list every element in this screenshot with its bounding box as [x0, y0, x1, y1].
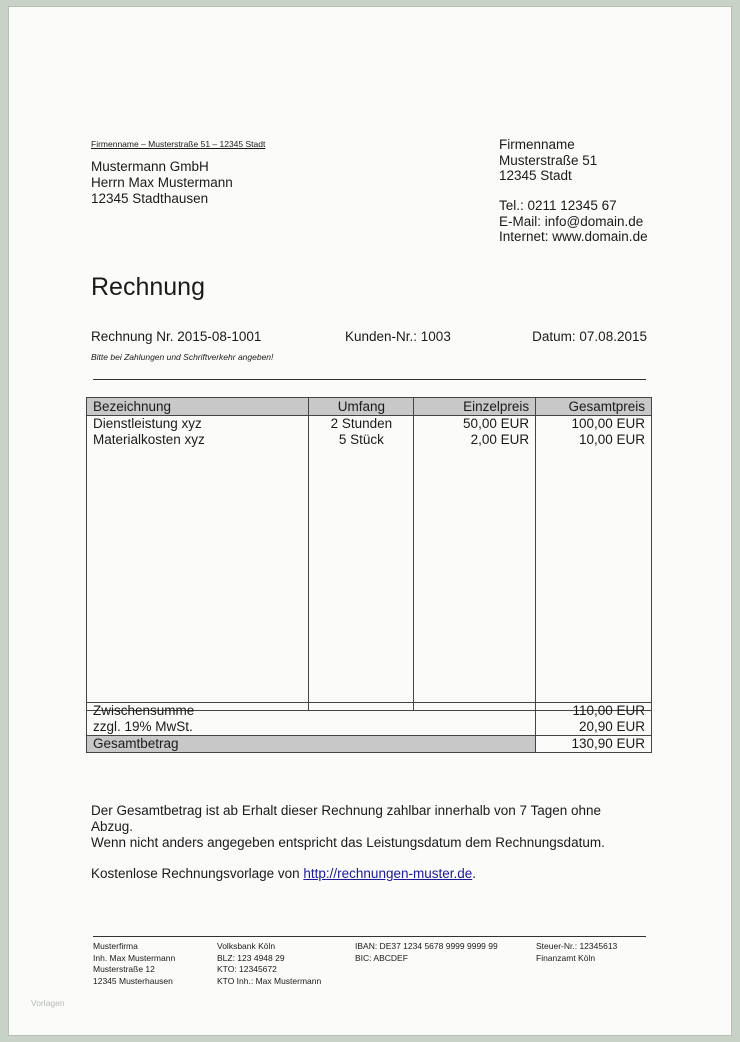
- header-unit-price: Einzelpreis: [414, 398, 536, 416]
- customer-number: Kunden-Nr.: 1003: [345, 329, 451, 344]
- terms-line: Der Gesamtbetrag ist ab Erhalt dieser Rechnung zahlbar innerhalb von 7 Tagen ohne: [91, 803, 602, 818]
- recipient-line: Herrn Max Mustermann: [91, 175, 233, 190]
- header-quantity: Umfang: [309, 398, 414, 416]
- cell-total-price: 10,00 EUR: [536, 432, 652, 448]
- credit-link[interactable]: http://rechnungen-muster.de: [303, 866, 473, 881]
- footer-line: Musterfirma: [93, 941, 138, 951]
- invoice-date: Datum: 07.08.2015: [532, 329, 647, 344]
- terms-line: Abzug.: [91, 819, 134, 834]
- footer-line: Finanzamt Köln: [536, 952, 596, 963]
- contact-phone: Tel.: 0211 12345 67: [499, 198, 617, 213]
- cell-description: Dienstleistung xyz: [87, 416, 309, 433]
- contact-email: E-Mail: info@domain.de: [499, 213, 644, 229]
- company-line: Firmenname: [499, 137, 575, 152]
- footer-line: 12345 Musterhausen: [93, 975, 173, 986]
- cell-unit-price: 50,00 EUR: [414, 416, 536, 433]
- contact-website: Internet: www.domain.de: [499, 229, 648, 244]
- footer-line: BIC: ABCDEF: [355, 952, 408, 963]
- reference-note: Bitte bei Zahlungen und Schriftverkehr angeben!: [91, 352, 274, 362]
- totals-table: [86, 702, 652, 753]
- cell-total-price: 100,00 EUR: [536, 416, 652, 433]
- footer-line: KTO: 12345672: [217, 964, 277, 974]
- table-header-row: [87, 398, 652, 416]
- footer-line: IBAN: DE37 1234 5678 9999 9999 99: [355, 941, 498, 951]
- footer-iban: [355, 941, 498, 964]
- footer-line: Steuer-Nr.: 12345613: [536, 941, 618, 951]
- grand-total-row: [87, 736, 652, 753]
- header-description: Bezeichnung: [87, 398, 309, 416]
- footer-company: [93, 941, 175, 987]
- grand-total-label: Gesamtbetrag: [87, 736, 536, 753]
- line-items-table: [86, 397, 652, 711]
- invoice-number: Rechnung Nr. 2015-08-1001: [91, 329, 262, 344]
- footer-line: BLZ: 123 4948 29: [217, 952, 285, 963]
- page-title: Rechnung: [91, 273, 205, 301]
- recipient-line: 12345 Stadthausen: [91, 191, 209, 206]
- cell-quantity: 5 Stück: [309, 432, 414, 448]
- footer-bank: [217, 941, 321, 987]
- terms-line: Wenn nicht anders angegeben entspricht das Leistungsdatum dem Rechnungsdatum.: [91, 835, 605, 850]
- company-line: Musterstraße 51: [499, 152, 598, 168]
- table-empty-space: [87, 448, 652, 710]
- vat-row: [87, 719, 652, 736]
- footer-line: Inh. Max Mustermann: [93, 952, 176, 963]
- footer-tax: [536, 941, 617, 964]
- cell-quantity: 2 Stunden: [309, 416, 414, 433]
- vat-label: zzgl. 19% MwSt.: [87, 719, 536, 736]
- company-contact: [499, 198, 648, 245]
- company-line: 12345 Stadt: [499, 168, 572, 183]
- credit-suffix: .: [472, 866, 477, 881]
- payment-terms: [91, 803, 605, 851]
- subtotal-label: Zwischensumme: [87, 703, 536, 720]
- invoice-page: [8, 6, 732, 1036]
- table-row: [87, 432, 652, 448]
- footer-line: Volksbank Köln: [217, 941, 276, 951]
- vat-amount: 20,90 EUR: [536, 719, 652, 736]
- subtotal-amount: 110,00 EUR: [536, 703, 652, 720]
- recipient-line: Mustermann GmbH: [91, 159, 209, 174]
- footer-line: KTO Inh.: Max Mustermann: [217, 975, 322, 986]
- table-row: [87, 416, 652, 433]
- recipient-address: [91, 159, 233, 207]
- company-address: [499, 137, 597, 184]
- footer-divider: [93, 936, 646, 937]
- credit-prefix: Kostenlose Rechnungsvorlage von: [91, 866, 304, 881]
- sender-return-line: Firmenname – Musterstraße 51 – 12345 Stadt: [91, 139, 266, 149]
- divider: [93, 379, 646, 380]
- header-total-price: Gesamtpreis: [536, 398, 652, 416]
- cell-unit-price: 2,00 EUR: [414, 432, 536, 448]
- grand-total-amount: 130,90 EUR: [536, 736, 652, 753]
- footer-line: Musterstraße 12: [93, 964, 155, 974]
- watermark: Vorlagen: [31, 998, 65, 1008]
- template-credit: [91, 866, 476, 881]
- subtotal-row: [87, 703, 652, 720]
- cell-description: Materialkosten xyz: [87, 432, 309, 448]
